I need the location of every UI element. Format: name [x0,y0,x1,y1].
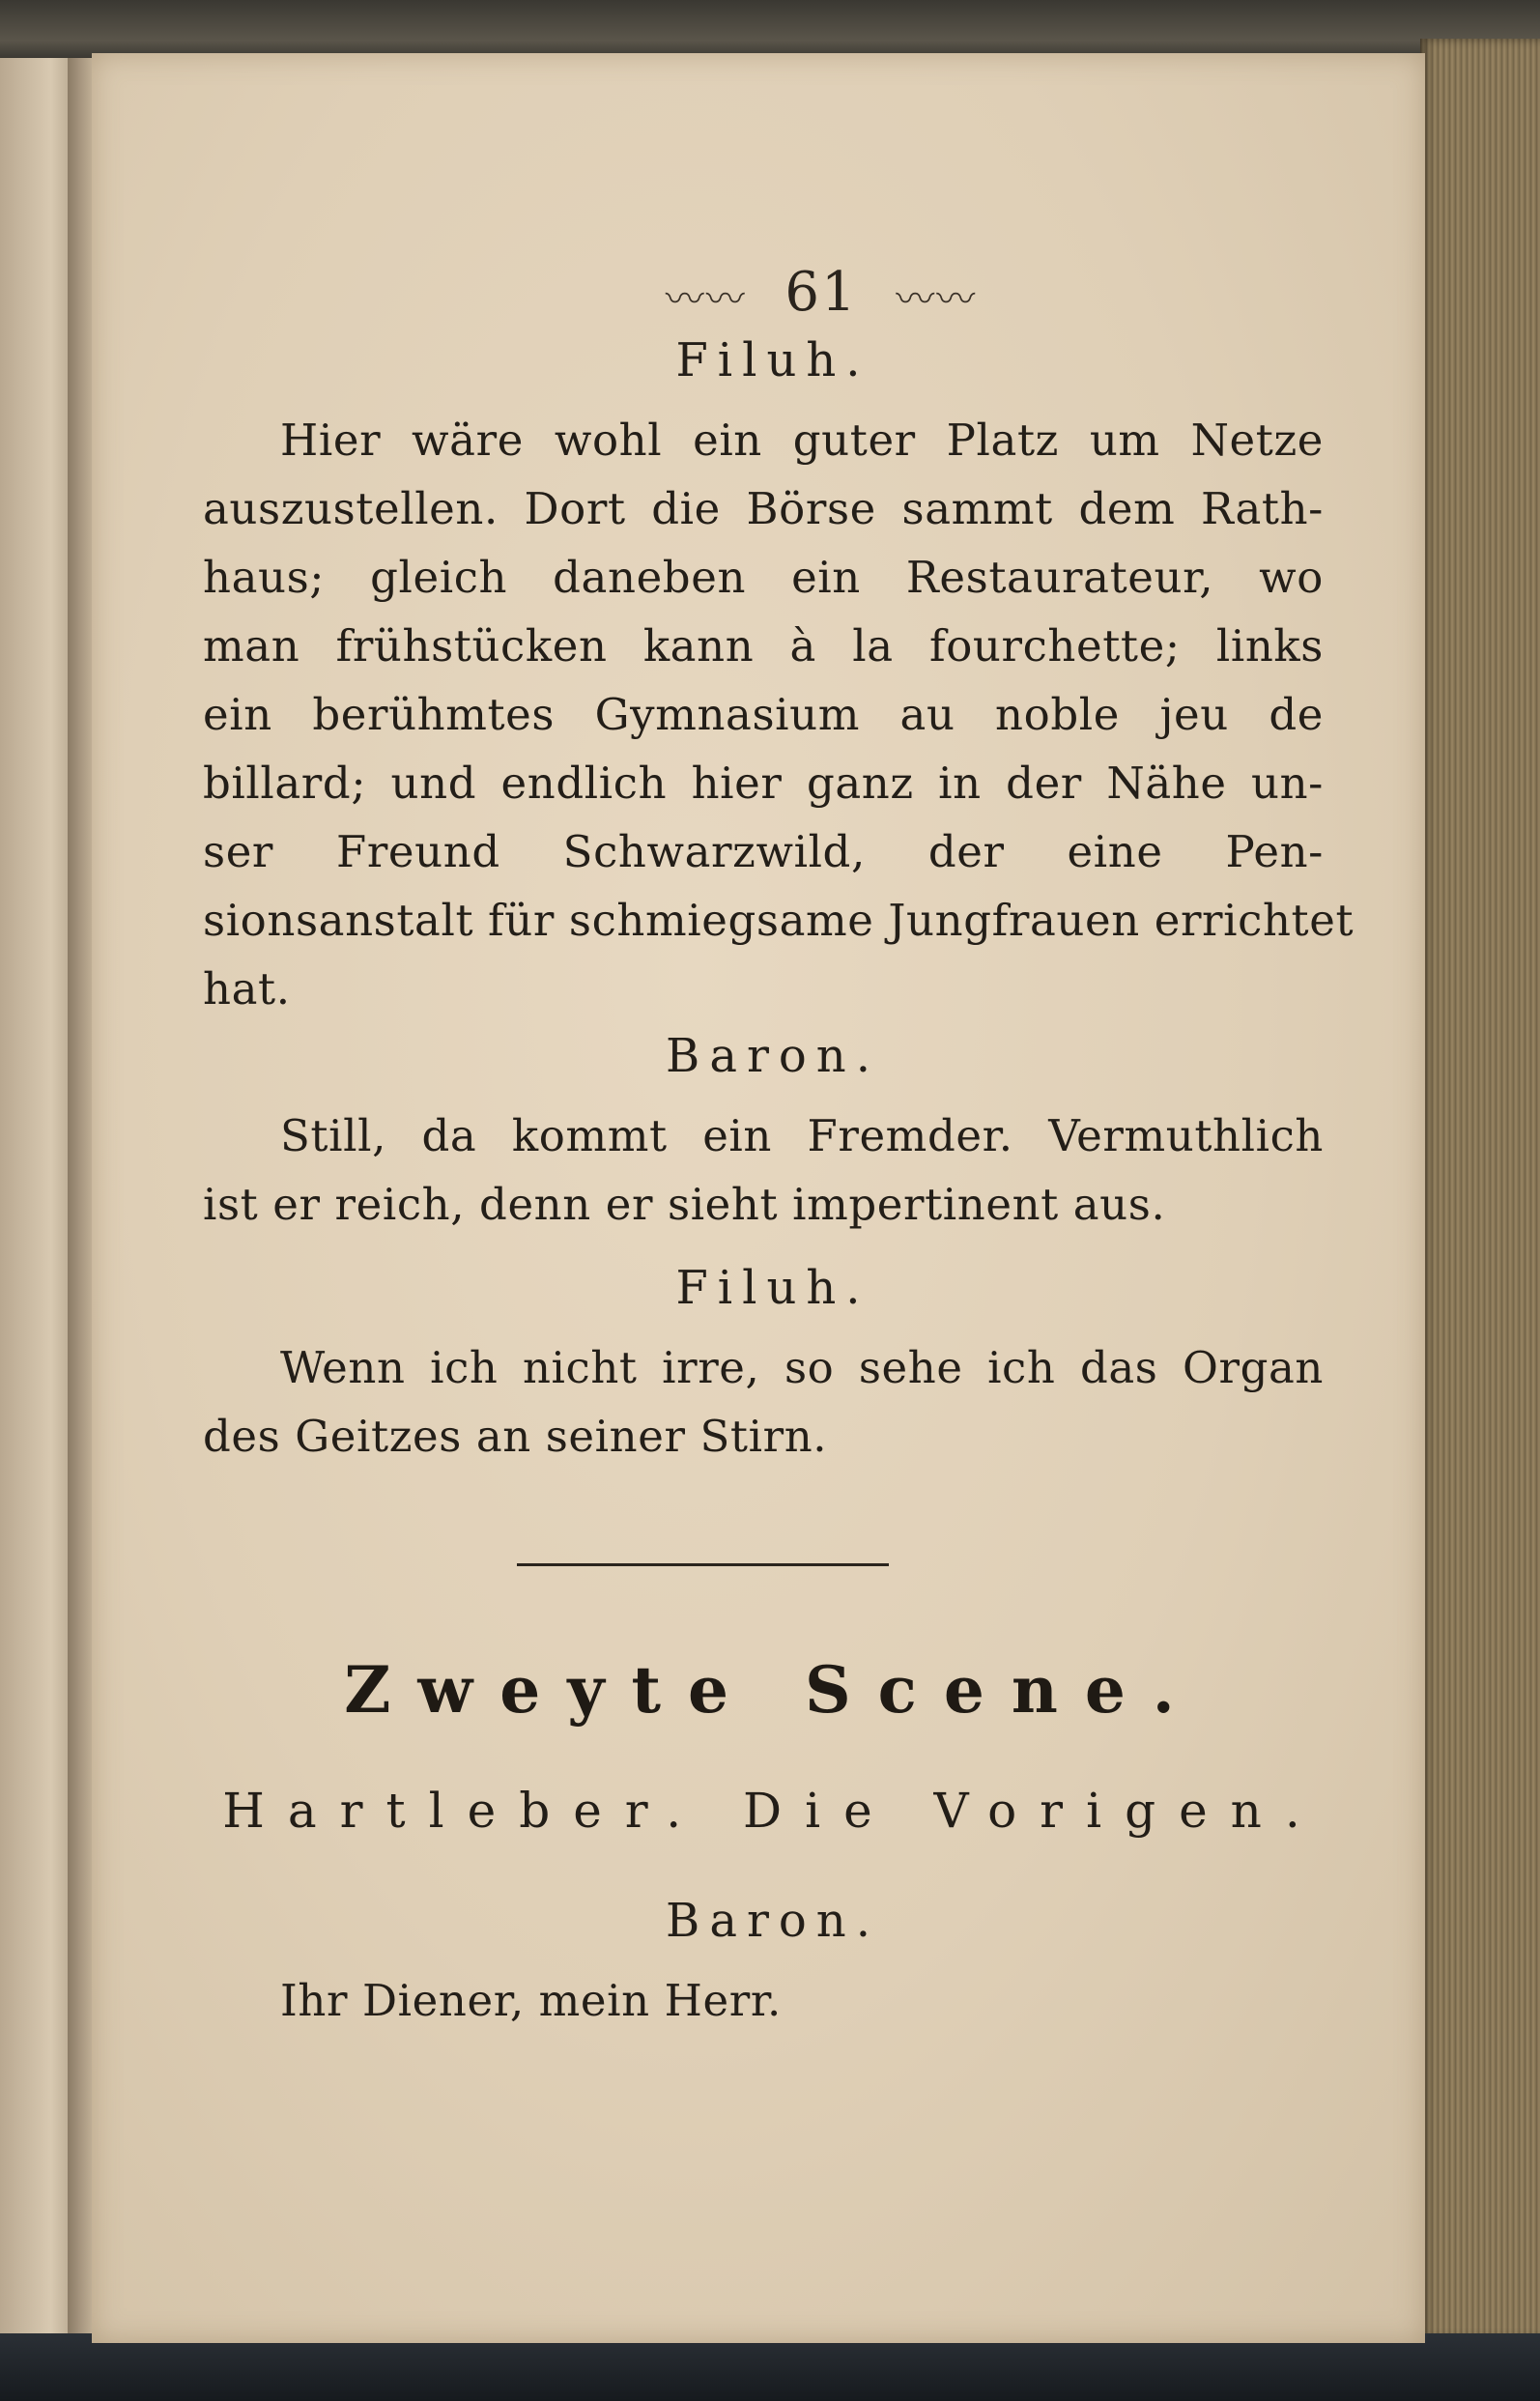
book-page [92,53,1425,2343]
speech-baron-1 [203,1101,1324,1239]
speaker-filuh-2: Filuh. [675,1261,870,1315]
speaker-baron-1: Baron. [666,1029,880,1083]
ornament-left: 〰〰 [665,277,747,322]
text-line: Ihr Diener, mein Herr. [280,1975,782,2026]
text-line: des Geitzes an seiner Stirn. [203,1411,828,1462]
text-line: ser Freund Schwarzwild, der eine Pen- [203,826,1324,877]
text-line: sionsanstalt für schmiegsame Jungfrauen errichtet [203,895,1355,946]
text-line: billard; und endlich hier ganz in der Nähe un- [203,757,1324,809]
text-line: Wenn ich nicht irre, so sehe ich das Organ [280,1342,1324,1393]
scene-title: Zweyte Scene. [344,1652,1202,1728]
text-line: auszustellen. Dort die Börse sammt dem Rath- [203,483,1324,534]
section-divider [517,1563,889,1566]
page-block-edge [1420,39,1540,2338]
speaker-filuh-1: Filuh. [675,333,870,387]
page-number: 61 [784,261,858,324]
page-number-header [618,261,1024,324]
text-line: Hier wäre wohl ein guter Platz um Netze [280,414,1324,466]
speech-baron-2 [203,1966,1324,2035]
text-line: Still, da kommt ein Fremder. Vermuthlich [280,1110,1324,1161]
text-line: man frühstücken kann à la fourchette; links [203,620,1324,672]
text-line: haus; gleich daneben ein Restaurateur, wo [203,552,1324,603]
text-line: ein berühmtes Gymnasium au noble jeu de [203,689,1324,740]
ornament-right: 〰〰 [896,277,978,322]
scene-characters: Hartleber. Die Vorigen. [222,1783,1324,1839]
text-line: hat. [203,963,291,1015]
speaker-baron-2: Baron. [666,1894,880,1948]
speech-filuh-2 [203,1333,1324,1471]
text-line: ist er reich, denn er sieht impertinent aus. [203,1179,1166,1230]
speech-filuh-1 [203,406,1355,1023]
book-bottom-edge [0,2333,1540,2401]
